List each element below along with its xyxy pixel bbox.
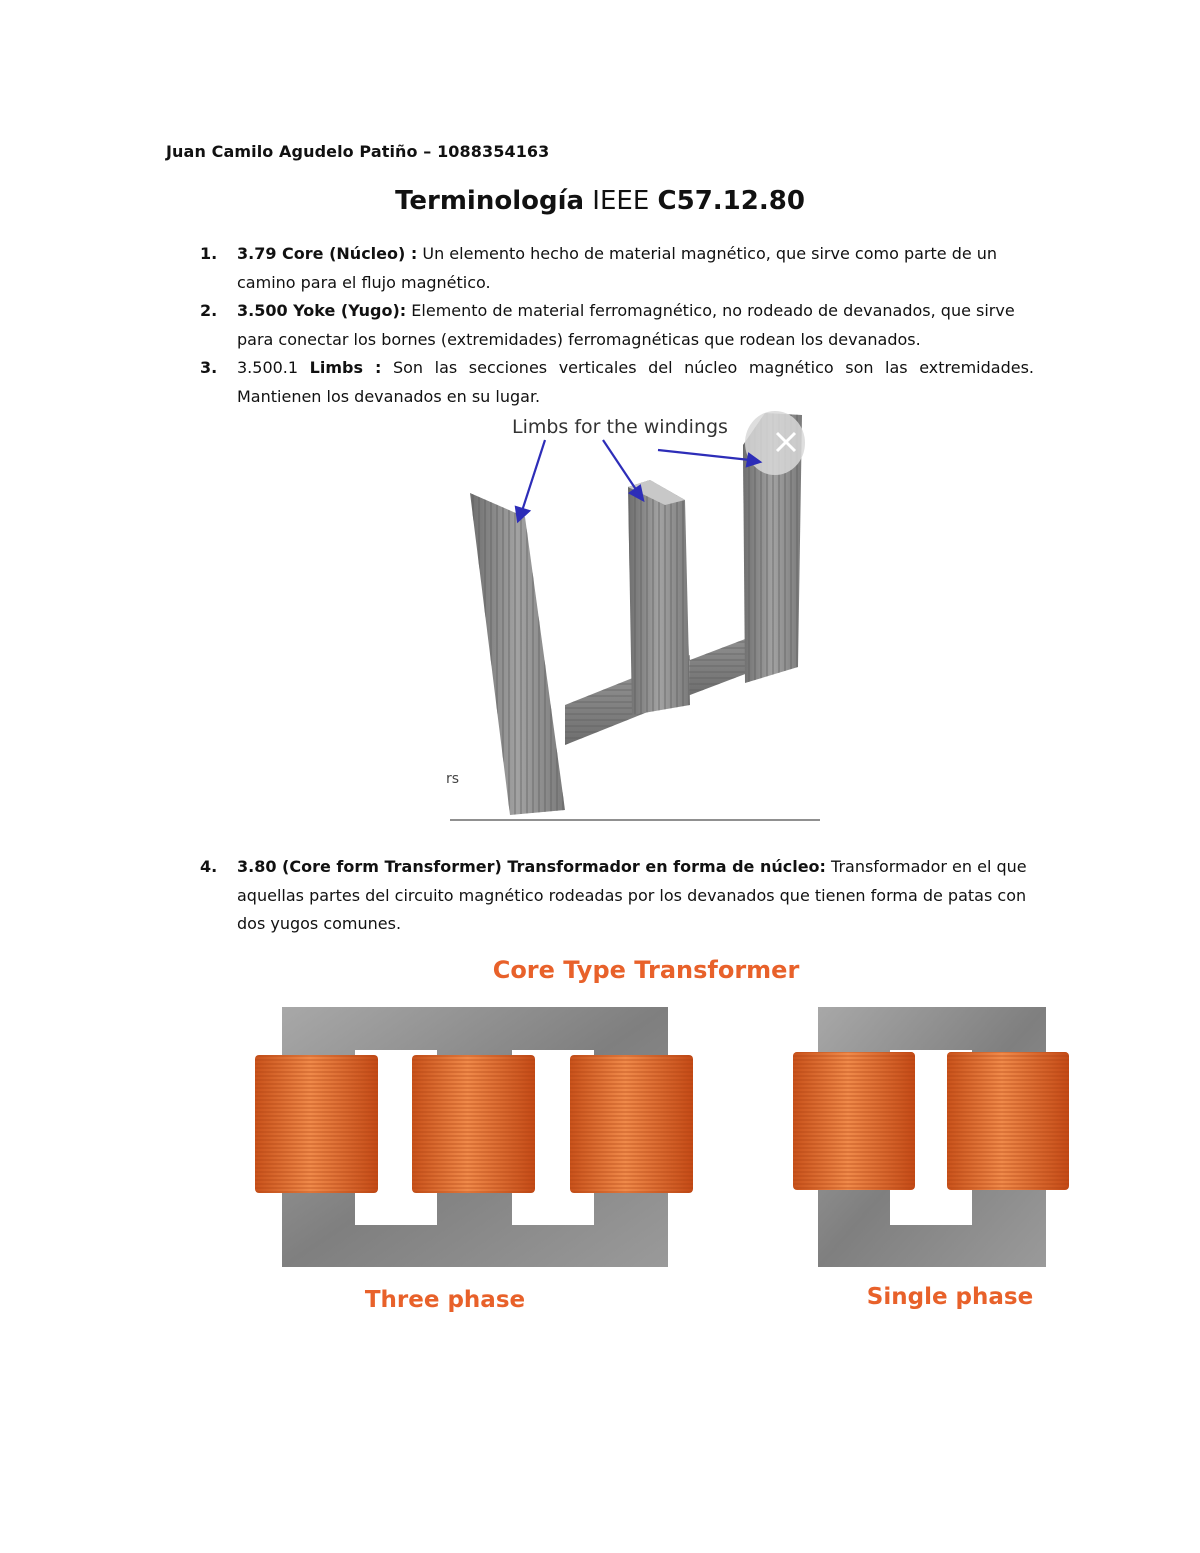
right-limb bbox=[743, 411, 805, 683]
watermark-text: rs bbox=[446, 771, 460, 787]
coil bbox=[412, 1055, 535, 1193]
definition-list-top bbox=[200, 240, 1034, 411]
middle-limb bbox=[628, 480, 690, 715]
item-definition: Un elemento hecho de material magnético, que sirve como parte de un camino para el flujo magnético. bbox=[237, 244, 998, 292]
coil bbox=[570, 1055, 693, 1193]
title-normal: IEEE bbox=[584, 186, 658, 216]
list-item bbox=[200, 240, 1034, 297]
list-item bbox=[200, 354, 1034, 411]
single-phase-transformer bbox=[793, 1007, 1069, 1267]
definition-list-bottom bbox=[200, 853, 1034, 939]
limbs-label: Limbs for the windings bbox=[512, 416, 728, 438]
item-term: 3.500 Yoke (Yugo): bbox=[237, 301, 407, 320]
list-item bbox=[200, 297, 1034, 354]
item-definition: Elemento de material ferromagnético, no rodeado de devanados, que sirve para conectar los bornes (extremidades) ferromagnéticas que rodean los devanados. bbox=[237, 301, 1015, 349]
author-line: Juan Camilo Agudelo Patiño – 1088354163 bbox=[166, 142, 550, 161]
core-type-title: Core Type Transformer bbox=[492, 956, 800, 984]
left-limb bbox=[470, 493, 565, 815]
item-term-prefix: 3.500.1 bbox=[237, 358, 310, 377]
item-term: Limbs : bbox=[309, 358, 382, 377]
item-definition: Transformador en el que aquellas partes del circuito magnético rodeadas por los devanados que tienen forma de patas con dos yugos comunes. bbox=[237, 857, 1027, 933]
item-term: 3.79 Core (Núcleo) : bbox=[237, 244, 418, 263]
title-bold: Terminología bbox=[395, 186, 585, 216]
coil bbox=[255, 1055, 378, 1193]
item-term: 3.80 (Core form Transformer) Transformador en forma de núcleo: bbox=[237, 857, 826, 876]
item-definition: Son las secciones verticales del núcleo magnético son las extremidades. Mantienen los devanados en su lugar. bbox=[237, 358, 1034, 406]
item-number: 3. bbox=[200, 358, 218, 377]
coil bbox=[793, 1052, 915, 1190]
item-number: 1. bbox=[200, 244, 218, 263]
coil bbox=[947, 1052, 1069, 1190]
page-title bbox=[0, 186, 1200, 216]
three-phase-label: Three phase bbox=[364, 1287, 526, 1313]
item-number: 2. bbox=[200, 301, 218, 320]
title-code: C57.12.80 bbox=[657, 186, 805, 216]
single-phase-label: Single phase bbox=[866, 1284, 1034, 1310]
core-type-figure bbox=[240, 950, 1080, 1320]
item-number: 4. bbox=[200, 857, 218, 876]
limbs-figure bbox=[440, 405, 830, 825]
three-phase-transformer bbox=[255, 1007, 693, 1267]
list-item bbox=[200, 853, 1034, 939]
